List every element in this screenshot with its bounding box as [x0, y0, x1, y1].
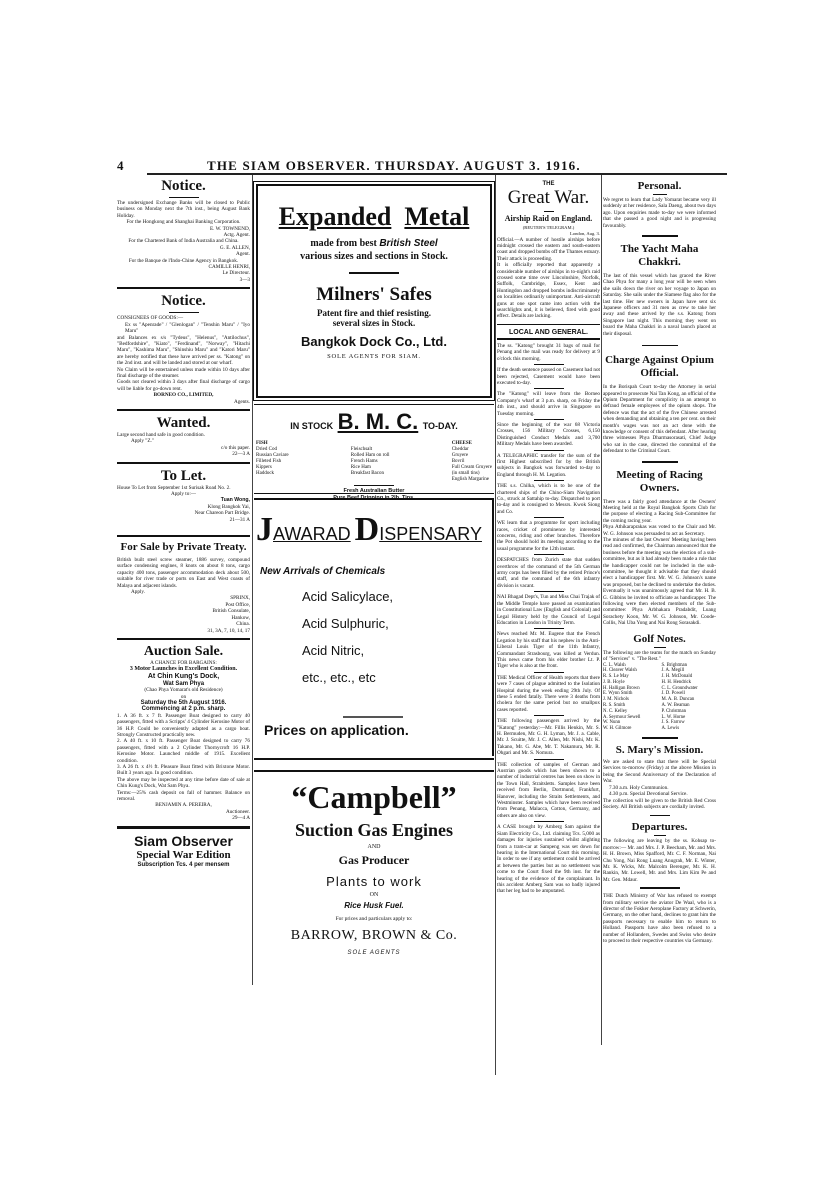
news-item: THE following passengers arrived by the "Katong" yesterday:—Mr. Fillis Henkin, Mr. S. H. Bermuden, Mr. G. H. Lyman, Mr. J. a. Cable, Mr. J. Scuitte, Mr. J. C. Allen, Mr. Nishi, Mr. K. Takano, Mr. G. Abe, Mr. T. Nakamura, Mr. R. Ohgari and Mr. S. Nomura.: [497, 718, 600, 757]
bmc-meat-list: Fleischsalt Rolled Ham on roll French Hams Rice Ham Breakfast Bacon: [350, 447, 390, 476]
news-item: The ss. "Katong" brought 31 bags of mail for Penang and the mail was ready for delivery at 9 o'clock this morning.: [497, 342, 600, 362]
column-1: [117, 178, 250, 868]
golf-teams-table: C. L. Walsh S. Brightman H. Cleaver Walsh J. A. Megill R. S. Le May J. H. McDonald J. B. Hoyle H. H. Hendrick H. Halligan Brown C. L. Groundwater E. Wynn Smith J. D. Powell J. M. Nichols M. A. B. Duncan R. S. Smith A. W. Beaman N. C. Kelley P. Christman A. Seymour Sewell L. W. Horne W. Nunn J. S. Farrow W. H. Gilmore A. Lewis: [603, 662, 698, 732]
consignees-notice: Notice. CONSIGNEES OF GOODS:— Ex ss "Apenrade" / "Glenlogan" / "Tenshin Maru" / "Iyo Maru" and Balances ex s/s "Tydeus", "Helenus", "Antilochus", "Bedfordshire", "Kiato", "Ferdinand", "Norway", "Hitachi Maru", "Kashima Maru", "Shinshiu Maru" and "Katori Maru" are hereby notified that these have arrived per ss. "Katong" on the 2nd inst. and will be landed and stored at our wharf. No Claim will be entertained unless made within 10 days after final discharge of the steamer. Goods not cleared within 3 days after final discharge of cargo will be liable for go-down rent. BORNEO CO., LIMITED, Agents.: [117, 293, 250, 405]
column-rule: [601, 175, 602, 1045]
notice-heading: Notice.: [161, 178, 206, 194]
news-item: WE learn that a programme for sport including races, cricket of prominence by interested concerns, riding and other branches. Therefore the Pot should hold its meeting according to the usual programme for the 12th instant.: [497, 520, 600, 552]
bmc-ad: IN STOCK B. M. C. TO-DAY. FISH Dried Cod Russian Caviare Filleted Fish Kippers Haddock Fleischsalt Rolled Ham on roll French Hams Rice Ham Breakfast Bacon CHEESE Cheddar Gruyere Bovril Full Cream Gruyere (in small tins) English Margarine Fresh Australian Butter Pure Beef Dripping in 2lb. Tins.: [256, 409, 492, 501]
news-item: News reached Mr. M. Eugene that the French Legation by his staff that his nephew in the Anti-Liberal Louis Tiger of the 11th Infantry, Commandant Strasbourg, was killed at Verdun. This news came from his elder brother Lt. P. Tiger who is also at the front.: [497, 631, 600, 670]
page-number: 4: [117, 158, 124, 173]
wanted-ad: Wanted. Large second hand safe in good condition. Apply "Z." c/o this paper. 22—3 A: [117, 414, 250, 458]
great-war-article: THE Great War. Airship Raid on England. (REUTER'S TELEGRAM.) London, Aug. 3. Official.—A number of hostile airships before midnight crossed the eastern and south-eastern coast and dropped bombs off the Thames estuary. Their attack is proceeding. It is officially reported that apparently a considerable number of airships in to-night's raid crossed some time over Lincolnshire, Norfolk, Suffolk, Cambridge, Essex, Kent and Huntingdon and dropped bombs indiscriminately on localities ordinarily unimportant. Anti-aircraft guns at one spot came into action with the searchlights and, it is believed, fired with good effect. Details are lacking.: [497, 181, 600, 320]
departures-article: Departures. The following are leaving by the ss. Kohsap to-morrow:— Mr. and Mrs. J. P. Beecham, Mr. and Mrs. H. H. Brown, Miss Spafford, Mr. C. F. Norman, Nai Chu Yong, Nai Rong Luang Anugrah, Mr. E. Winter, Mr. K. Wicks, Mr. Malcolm Berenger, Mr. K. H. Rankin, Mr. Lowell, Mr. and Mrs. Lim Kim Pe and Mr. Gen. Mdaur. THE Dutch Ministry of War has refused to exempt from military service the aviator De Waal, who is a director of the Fokker Aeroplane Factory at Schwerin, Germany, on the other hand, declines to grant him the passports necessary to enable him to return to Holland. Passports have also been refused to a number of Hollanders, Swedes and Swiss who desire to proceed to their respective countries via Germany.: [603, 821, 716, 944]
column-rule: [252, 175, 253, 985]
masthead: [117, 158, 717, 172]
campbell-engines-ad: “Campbell” Suction Gas Engines AND Gas Producer Plants to work ON Rice Husk Fuel. For prices and particulars apply to: BARROW, BROWN & Co. SOLE AGENTS: [254, 778, 494, 956]
great-war-title: Great War.: [507, 187, 590, 208]
siam-observer-ad: Siam Observer Special War Edition Subscription Tcs. 4 per mensem: [117, 833, 250, 868]
news-item: The "Katong" will leave from the Borneo Company's wharf at 3 p.m. sharp, on Friday the 4th inst., and should arrive in Singapore on Tuesday morning.: [497, 391, 600, 417]
bangkok-dock-company: Bangkok Dock Co., Ltd.: [301, 334, 447, 349]
mission-article: S. Mary's Mission. We are asked to state that there will be Special Services to-morrow (Friday) at the above Mission in being the Second Anniversary of the Declaration of War. 7.30 a.m. Holy Communion. 4.30 p.m. Special Devotional Service. The collection will be given to the British Red Cross Society. All British subjects are cordially invited.: [603, 744, 716, 810]
column-4: [603, 178, 716, 944]
siam-observer-title: Siam Observer: [134, 832, 233, 849]
column-2: [254, 178, 494, 956]
personal-article: Personal. We regret to learn that Lady Yomarat became very ill suddenly at her residence, Sala Daeng, about two days ago. Upon enquiries made to-day we were informed that she passed a good night and is progressing favourably.: [603, 180, 716, 229]
golf-notes-article: Golf Notes. The following are the teams for the match on Sunday of "Services" v. "The Rest." C. L. Walsh S. Brightman H. Cleaver Walsh J. A. Megill R. S. Le May J. H. McDonald J. B. Hoyle H. H. Hendrick H. Halligan Brown C. L. Groundwater E. Wynn Smith J. D. Powell J. M. Nichols M. A. B. Duncan R. S. Smith A. W. Beaman N. C. Kelley P. Christman A. Seymour Sewell L. W. Horne W. Nunn J. S. Farrow W. H. Gilmore A. Lewis: [603, 632, 716, 732]
notice-body: The undersigned Exchange Banks will be closed to Public business on Monday next the 7th inst., being August Bank Holiday.: [117, 200, 250, 219]
auction-heading: Auction Sale.: [143, 643, 224, 659]
news-item: THE collection of samples of German and Austrian goods which has been shown to a number of industrial centres has been on show in the Town Hall, Straitsletts. Samples have been received from Berlin, Dortmund, Frankfurt, Hanover, including the Straits Settlements, and Westminster. Samples which have been received from Penang, Malacca, Cotton, Germany, and others are also on view.: [497, 761, 600, 819]
for-sale-heading: For Sale by Private Treaty.: [120, 541, 247, 554]
news-item: Since the beginning of the war 68 Victoria Crosses, 156 Military Crosses, 6,150 Distinguished Conduct Medals and 3,700 Military Medals have been awarded.: [497, 421, 600, 448]
expanded-metal-ad: Expanded Metal made from best British Steel various sizes and sections in Stock. Milners' Safes Patent fire and thief resisting. several sizes in Stock. Bangkok Dock Co., Ltd. SOLE AGENTS FOR SIAM.: [256, 184, 492, 398]
bmc-cheese-list: CHEESE Cheddar Gruyere Bovril Full Cream Gruyere (in small tins) English Margarine: [451, 441, 492, 482]
barrow-brown-company: BARROW, BROWN & Co.: [290, 928, 458, 943]
column-rule: [495, 175, 496, 1075]
to-let-ad: To Let. House To Let from September 1st Surisak Road No. 2. Apply to:— Tuan Wong, Klong Bangkok Yai, Near Chareon Part Bridge. 21—31 A: [117, 467, 250, 523]
for-sale-ad: For Sale by Private Treaty. British built steel screw steamer, 1886 survey, compound surface condensing engines, 8 knots on about 8 tons, cargo capacity 400 tons, passenger accommodation deck about 500, suitable for river trade or ports on East and West coasts of Malaya and adjacent islands. Apply. SPRINX, Post Office, British Consulate, Hankow, China. 31, 3A, 7, 10, 14, 17: [117, 541, 250, 634]
wanted-heading: Wanted.: [156, 414, 211, 431]
newspaper-title: THE SIAM OBSERVER. THURSDAY. AUGUST 3. 1916.: [207, 158, 581, 173]
opium-article: Charge Against Opium Official. In the Borispah Court to-day the Attorney in serial appeared to prosecute Nai Tan Kong, an official of the Opium Department for complicity in an attempt to defraud female employees of the opium shops. The defence was that the act of the five Chinese arrested when demanding and obtaining a ten per cent. on their month's wages was not an act done with the knowledge or consent of this defendant. After hearing three witnesses Phya Dharmasorasati, Chief Judge who sat in the case, directed the committal of the defendant to the Criminal Court.: [603, 354, 716, 455]
news-item: NAI Bhagad Dept's, Tun and Miss Chai Trajak of the Middle Temple have passed an examination in Constitutional Law (English and Colonial) and Legal History held by the Council of Legal Education in London in Trinity Term.: [497, 594, 600, 626]
news-item: DESPATCHES from Zurich state that sudden overthrow of the command of the 5th German army corps has been filled by the retired Prince's staff, and the command of the 6th infantry division is vacant.: [497, 557, 600, 589]
news-item: A CASE brought by Amberg Sam against the Siam Electricity Co., Ltd. claiming Tcs. 5,000 as damages for injuries sustained whilst alighting from a tram-car at Sampeng was set down for hearing in the International Court this morning. In order to see if any settlement could be arrived at between the parties but as no settlement was come to the Court fixed the 9th inst. for the hearing of the evidence of the complainant. In this accident Amberg Sam was so badly injured that her leg had to be amputated.: [497, 824, 600, 895]
auction-sale-ad: Auction Sale. A CHANCE FOR BARGAINS: 3 Motor Launches in Excellent Condition. At Chin Kung's Dock, Wat Sam Phya (Chao Phya Yomarat's old Residence) on Saturday the 5th August 1916. Commencing at 2 p.m. sharp. 1. A 36 ft. x 7 ft. Passenger Boat designed to carry 40 passengers, fitted with a Scripps' 4 Cylinder Kerosine Motor of 36 H.P. Could be conveniently adapted as a cargo boat. Strongly Constructed practically new. 2. A 40 ft. x 10 ft. Passenger Boat designed to carry 76 passengers, fitted with a 2 Cylinder Thornycroft 16 H.P. Kerosine Motor. Launched middle of 1915. Excellent condition. 3. A 26 ft. x 4½ ft. Pleasure Boat fitted with Brixtone Motor. Built 3 years ago. In good condition. The above may be inspected at any time before date of sale at Chin Kung's Dock, Wat Sam Phya. Terms:—25% cash deposit on fall of hammer. Balance on removal. BENJAMIN A. PEREIRA, Auctioneer. 29—4 A: [117, 643, 250, 822]
prices-on-application: Prices on application.: [264, 722, 409, 738]
column-3: [497, 178, 600, 895]
milners-safes-title: Milners' Safes: [316, 284, 432, 305]
notice-heading: Notice.: [161, 293, 206, 310]
campbell-title: “Campbell”: [291, 779, 457, 815]
local-general-heading: LOCAL AND GENERAL.: [509, 328, 588, 336]
news-item: A TELEGRAPHIC transfer for the sum of the first Highest subscribed for by the British subjects in Bangkok was forwarded to-day to England through H. M. Legation.: [497, 452, 600, 478]
to-let-heading: To Let.: [160, 467, 207, 484]
news-item: THE Medical Officer of Health reports that there were 7 cases of plague admitted to the Isolation Hospital during the week ending 29th July. Of these 5 ended fatally. There were 3 deaths from cholera for the same period but no smallpox cases reported.: [497, 674, 600, 713]
racing-article: Meeting of Racing Owners. There was a fairly good attendance at the Owners' Meeting held at the Royal Bangkok Sports Club for the purpose of electing a Racing Sub-Committee for the coming racing year. Phya Athikaraprakas was voted to the Chair and Mr. W. G. Johnson was persuaded to act as Secretary. The minutes of the last Owners' Meeting having been read and confirmed, the Chairman announced that the business before the meeting was the election of a sub-committee, but as it had already been made a rule that the handicapper could not be included in the sub-committee, he thought it advisable that they should elect a handicapper first. Mr. W. G. Johnson's name was proposed, but he declined to undertake the duties. Eventually it was unanimously agreed that Mr. H. B. G. Gibbins be invited to officiate as handicapper. The following were then elected members of the Sub-committee: Phya Arbhakara Pradabdit, Luang Sorachety Koon, Mr. W. G. Johnson, Mr. Coode-Collis, Nai Uba Yong and Nai Rong Sorasakdi.: [603, 468, 716, 627]
jawarad-dispensary-ad: JAWARAD DISPENSARY New Arrivals of Chemicals Acid Salicylace, Acid Sulphuric, Acid Nitric, etc., etc., etc: [254, 498, 494, 716]
bmc-brand: B. M. C.: [337, 409, 419, 434]
news-item: If the death sentence passed on Casement had not been rejected, Casement would have been executed to-day.: [497, 367, 600, 386]
bank-holiday-notice: Notice. The undersigned Exchange Banks will be closed to Public business on Monday next the 7th inst., being August Bank Holiday. For the Hongkong and Shanghai Banking Corporation. E. W. TOWNEND, Actg. Agent. For the Chartered Bank of India Australia and China. G. E. ALLEN, Agent. For the Banque de l'Indo-Chine Agency in Bangkok. CAMILLE HENRI, Le Directeur. 3—3: [117, 178, 250, 283]
bmc-fish-list: FISH Dried Cod Russian Caviare Filleted Fish Kippers Haddock: [256, 441, 289, 476]
news-item: THE s.s. Chilka, which is to be one of the chartered ships of the Chino-Siam Navigation Co., struck at Sattahip to-day. Dispatched to port to-day and is consigned to Messrs. Kwok Siong and Co.: [497, 483, 600, 515]
masthead-rule: [147, 173, 727, 175]
yacht-article: The Yacht Maha Chakkri. The last of this vessel which has graced the River Chao Phya for many a long year will be seen when she sails down the river on her voyage to Japan on Saturday. She sails under the Siamese flag also for the last time. Her new owners in Japan have sent six Japanese officers and 31 men as crew to take her away and these arrived by the s.s. Katong from Singapore last night. This morning they went on board the Maha Chakkri in a naval launch placed at their disposal.: [603, 243, 716, 337]
local-news-list: [497, 343, 600, 895]
